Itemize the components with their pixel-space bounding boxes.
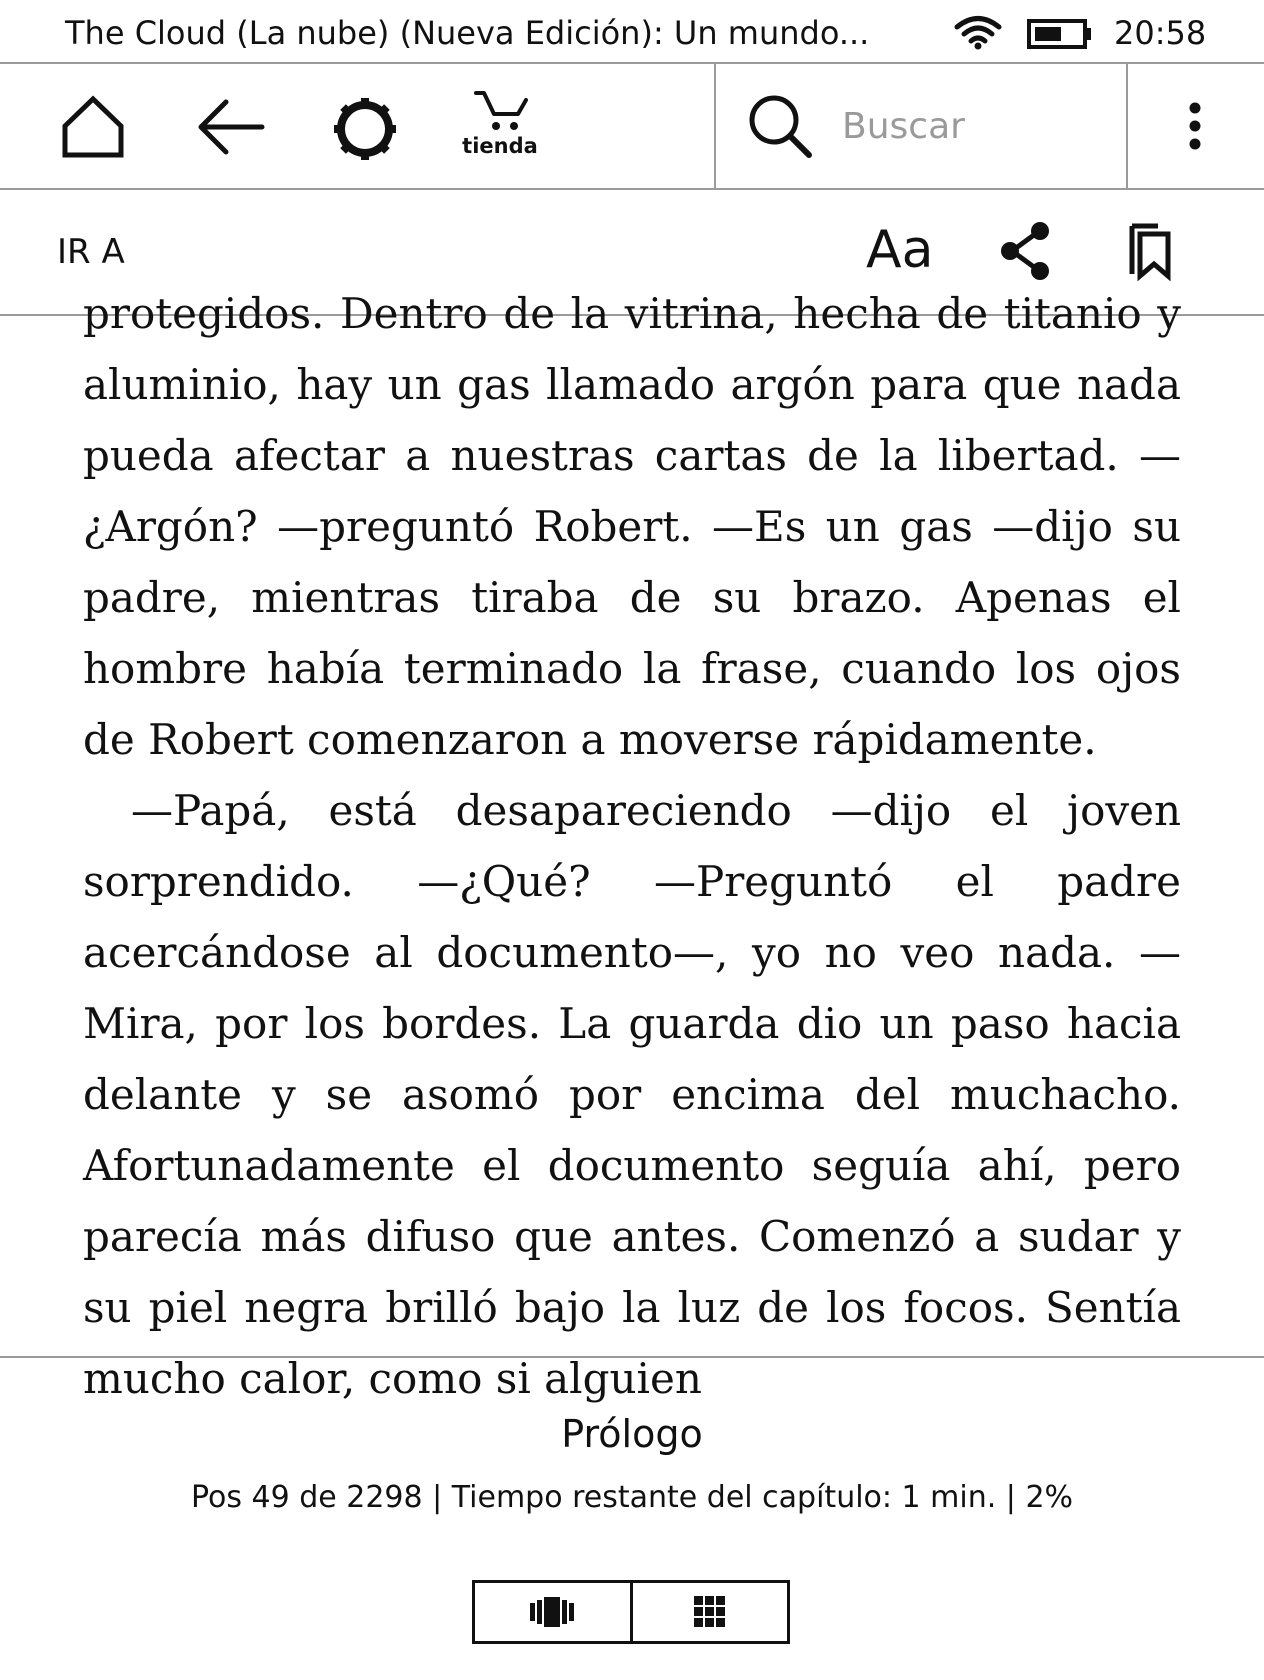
battery-icon	[1027, 19, 1093, 49]
reading-progress[interactable]: Pos 49 de 2298 | Tiempo restante del capítulo: 1 min. | 2%	[190, 1480, 1074, 1515]
cart-icon	[474, 90, 530, 134]
chapter-title: Prólogo	[561, 1412, 703, 1456]
more-menu-button[interactable]	[1128, 64, 1264, 188]
wifi-icon	[955, 16, 1001, 50]
page-flip-view-icon	[530, 1597, 574, 1627]
grid-view-icon	[694, 1596, 726, 1628]
search-icon	[746, 92, 814, 160]
search-box[interactable]	[714, 64, 1128, 188]
paragraph: —Papá, está desapareciendo —dijo el joven sorprendido. —¿Qué? —Preguntó el padre acercándose al documento—, yo no veo nada. —Mira, por los bordes. La guarda dio un paso hacia delante y se asomó por encima del muchacho. Afortunadamente el documento seguía ahí, pero parecía más difuso que antes. Comenzó a sudar y su piel negra brilló bajo la luz de los focos. Sentía mucho calor, como si alguien	[83, 786, 1181, 1403]
grid-view-button[interactable]	[630, 1583, 788, 1641]
back-button[interactable]	[188, 64, 278, 188]
store-label: tienda	[462, 134, 538, 158]
paragraph: protegidos. Dentro de la vitrina, hecha de titanio y aluminio, hay un gas llamado argón para que nada pueda afectar a nuestras cartas de la libertad. —¿Argón? —preguntó Robert. —Es un gas —dijo su padre, mientras tiraba de su brazo. Apenas el hombre había terminado la frase, cuando los ojos de Robert comenzaron a moverse rápidamente.	[83, 289, 1181, 764]
view-toggle	[472, 1580, 790, 1644]
book-page[interactable]	[0, 289, 1264, 1403]
status-bar	[0, 0, 1264, 64]
clock: 20:58	[1114, 14, 1207, 52]
book-text	[83, 278, 1181, 1414]
back-arrow-icon	[196, 98, 266, 156]
page-flip-view-button[interactable]	[475, 1583, 630, 1641]
main-toolbar	[0, 64, 1264, 190]
font-settings-button[interactable]: Aa	[866, 220, 934, 280]
bookmark-icon[interactable]	[1128, 222, 1172, 280]
home-button[interactable]	[50, 64, 140, 188]
home-icon	[60, 94, 126, 160]
more-vertical-icon	[1183, 102, 1207, 150]
search-input[interactable]	[842, 98, 1112, 154]
book-title: The Cloud (La nube) (Nueva Edición): Un mundo...	[65, 14, 870, 52]
gear-icon	[330, 94, 400, 164]
go-to-button[interactable]: IR A	[57, 232, 125, 272]
settings-button[interactable]	[320, 64, 410, 188]
store-button[interactable]	[452, 64, 548, 188]
share-icon[interactable]	[998, 220, 1054, 282]
